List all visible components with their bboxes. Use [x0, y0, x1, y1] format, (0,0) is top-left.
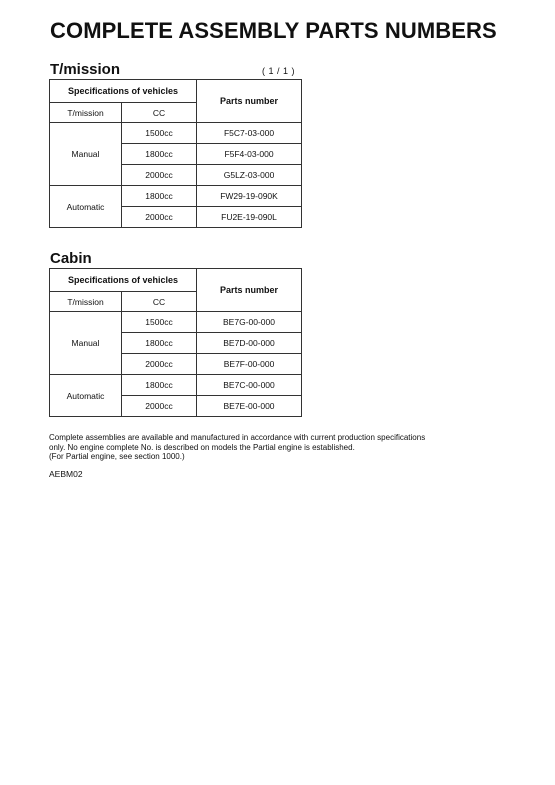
- transmission-type-cell: Manual: [50, 312, 122, 375]
- cabin-parts-table: [49, 268, 302, 417]
- parts-number-header: Parts number: [197, 80, 302, 123]
- part-number-cell: F5F4-03-000: [197, 144, 302, 165]
- part-number-cell: G5LZ-03-000: [197, 165, 302, 186]
- cc-cell: 2000cc: [122, 354, 197, 375]
- cc-cell: 1800cc: [122, 144, 197, 165]
- part-number-cell: BE7G-00-000: [197, 312, 302, 333]
- parts-number-header: Parts number: [197, 269, 302, 312]
- note-line: only. No engine complete No. is described on models the Partial engine is established.: [49, 442, 355, 452]
- page-title: COMPLETE ASSEMBLY PARTS NUMBERS: [50, 18, 497, 43]
- table-row: [50, 123, 302, 144]
- table-row: [50, 186, 302, 207]
- cc-cell: 2000cc: [122, 207, 197, 228]
- cc-column-header: CC: [122, 103, 197, 123]
- cc-cell: 2000cc: [122, 165, 197, 186]
- tmission-column-header: T/mission: [50, 103, 122, 123]
- cabin-section-title: Cabin: [50, 250, 92, 267]
- part-number-cell: FU2E-19-090L: [197, 207, 302, 228]
- part-number-cell: FW29-19-090K: [197, 186, 302, 207]
- notes: [49, 433, 499, 462]
- cc-cell: 1800cc: [122, 333, 197, 354]
- spec-header: Specifications of vehicles: [50, 269, 197, 292]
- cc-cell: 1800cc: [122, 375, 197, 396]
- cc-column-header: CC: [122, 292, 197, 312]
- note-line: (For Partial engine, see section 1000.): [49, 452, 185, 461]
- cc-cell: 2000cc: [122, 396, 197, 417]
- part-number-cell: F5C7-03-000: [197, 123, 302, 144]
- table-row: [50, 375, 302, 396]
- tmission-column-header: T/mission: [50, 292, 122, 312]
- document-code: AEBM02: [49, 469, 83, 479]
- part-number-cell: BE7E-00-000: [197, 396, 302, 417]
- cc-cell: 1800cc: [122, 186, 197, 207]
- part-number-cell: BE7F-00-000: [197, 354, 302, 375]
- transmission-type-cell: Manual: [50, 123, 122, 186]
- cc-cell: 1500cc: [122, 123, 197, 144]
- part-number-cell: BE7D-00-000: [197, 333, 302, 354]
- transmission-type-cell: Automatic: [50, 186, 122, 228]
- cc-cell: 1500cc: [122, 312, 197, 333]
- note-line: Complete assemblies are available and manufactured in accordance with current production specifications: [49, 433, 426, 442]
- table-row: [50, 312, 302, 333]
- tmission-parts-table: [49, 79, 302, 228]
- tmission-section-title: T/mission: [50, 61, 121, 78]
- page-indicator: ( 1 / 1 ): [262, 66, 296, 76]
- part-number-cell: BE7C-00-000: [197, 375, 302, 396]
- spec-header: Specifications of vehicles: [50, 80, 197, 103]
- transmission-type-cell: Automatic: [50, 375, 122, 417]
